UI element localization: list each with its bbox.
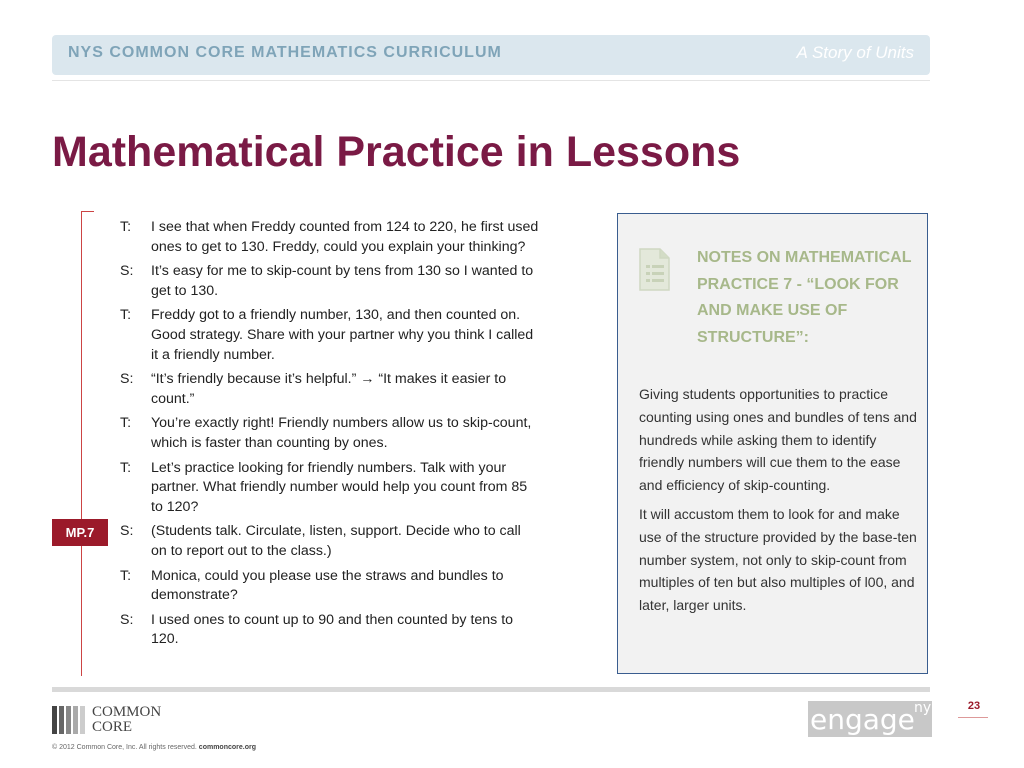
dialogue-line [120, 522, 540, 561]
dialogue-line [120, 459, 540, 518]
logo-line-2: CORE [92, 719, 133, 735]
mp-badge: MP.7 [52, 519, 108, 546]
dialogue-speaker: T: [120, 219, 132, 235]
header-divider [52, 80, 930, 81]
dialogue-line [120, 414, 540, 453]
dialogue-speaker: S: [120, 263, 134, 280]
dialogue-line [120, 370, 540, 409]
curriculum-title: NYS COMMON CORE MATHEMATICS CURRICULUM [68, 44, 502, 61]
notes-box [617, 213, 928, 674]
mp-bracket [81, 211, 94, 676]
copyright [52, 744, 256, 751]
engage-ny-logo [808, 701, 932, 737]
notes-heading: NOTES ON MATHEMATICAL PRACTICE 7 - “LOOK FOR AND MAKE USE OF STRUCTURE”: [697, 249, 912, 346]
page-title: Mathematical Practice in Lessons [52, 128, 741, 176]
lesson-dialogue [120, 218, 540, 655]
series-title: A Story of Units [796, 43, 914, 62]
copyright-text: © 2012 Common Core, Inc. All rights reserved. [52, 744, 197, 751]
dialogue-line [120, 218, 540, 257]
dialogue-line [120, 567, 540, 606]
document-icon [638, 247, 671, 292]
notes-body [639, 383, 919, 623]
engage-ny-superscript: ny [914, 700, 932, 716]
dialogue-text: Monica, could you please use the straws and bundles to demonstrate? [151, 567, 504, 604]
notes-paragraph: Giving students opportunities to practice counting using ones and bundles of tens and hundreds while asking them to identify friendly numbers will cue them to the ease and efficiency of skip-counting. [639, 386, 917, 494]
logo-line-1: COMMON [92, 704, 162, 720]
dialogue-line [120, 306, 540, 365]
dialogue-speaker: T: [120, 415, 132, 432]
engage-word: engage [810, 703, 915, 736]
dialogue-text: You’re exactly right! Friendly numbers allow us to skip-count, which is faster than counting by ones. [151, 415, 532, 451]
common-core-logo-text [92, 705, 161, 735]
dialogue-text: It’s easy for me to skip-count by tens from 130 so I wanted to get to 130. [151, 263, 534, 299]
dialogue-line [120, 611, 540, 650]
dialogue-speaker: S: [120, 371, 134, 388]
dialogue-speaker: S: [120, 611, 134, 628]
dialogue-speaker: S: [120, 523, 134, 540]
dialogue-text: I used ones to count up to 90 and then counted by tens to 120. [151, 611, 514, 648]
footer-divider [52, 687, 930, 692]
common-core-logo-icon [52, 706, 88, 734]
page-number: 23 [967, 700, 981, 712]
dialogue-speaker: T: [120, 567, 132, 584]
dialogue-speaker: T: [120, 307, 132, 324]
dialogue-text: “It’s friendly because it’s helpful.” → “It makes it easier to count.” [151, 371, 507, 407]
notes-paragraph: It will accustom them to look for and make use of the structure provided by the base-ten number system, not only to skip-count from multiples of ten but also multiples of l00, and later, larger units. [639, 505, 917, 614]
dialogue-text: (Students talk. Circulate, listen, support. Decide who to call on to report out to the class.) [151, 523, 521, 559]
dialogue-line [120, 262, 540, 301]
copyright-site: commoncore.org [198, 744, 256, 751]
page-number-underline [958, 717, 988, 718]
dialogue-speaker: T: [120, 459, 132, 476]
dialogue-text: I see that when Freddy counted from 124 to 220, he first used ones to get to 130. Freddy, could you explain your thinking? [151, 219, 539, 255]
dialogue-text: Freddy got to a friendly number, 130, and then counted on. Good strategy. Share with your partner why you think I called it a friendly number. [151, 307, 534, 363]
header-bar [52, 35, 930, 75]
dialogue-text: Let’s practice looking for friendly numbers. Talk with your partner. What friendly number would help you count from 85 to 120? [151, 459, 528, 515]
